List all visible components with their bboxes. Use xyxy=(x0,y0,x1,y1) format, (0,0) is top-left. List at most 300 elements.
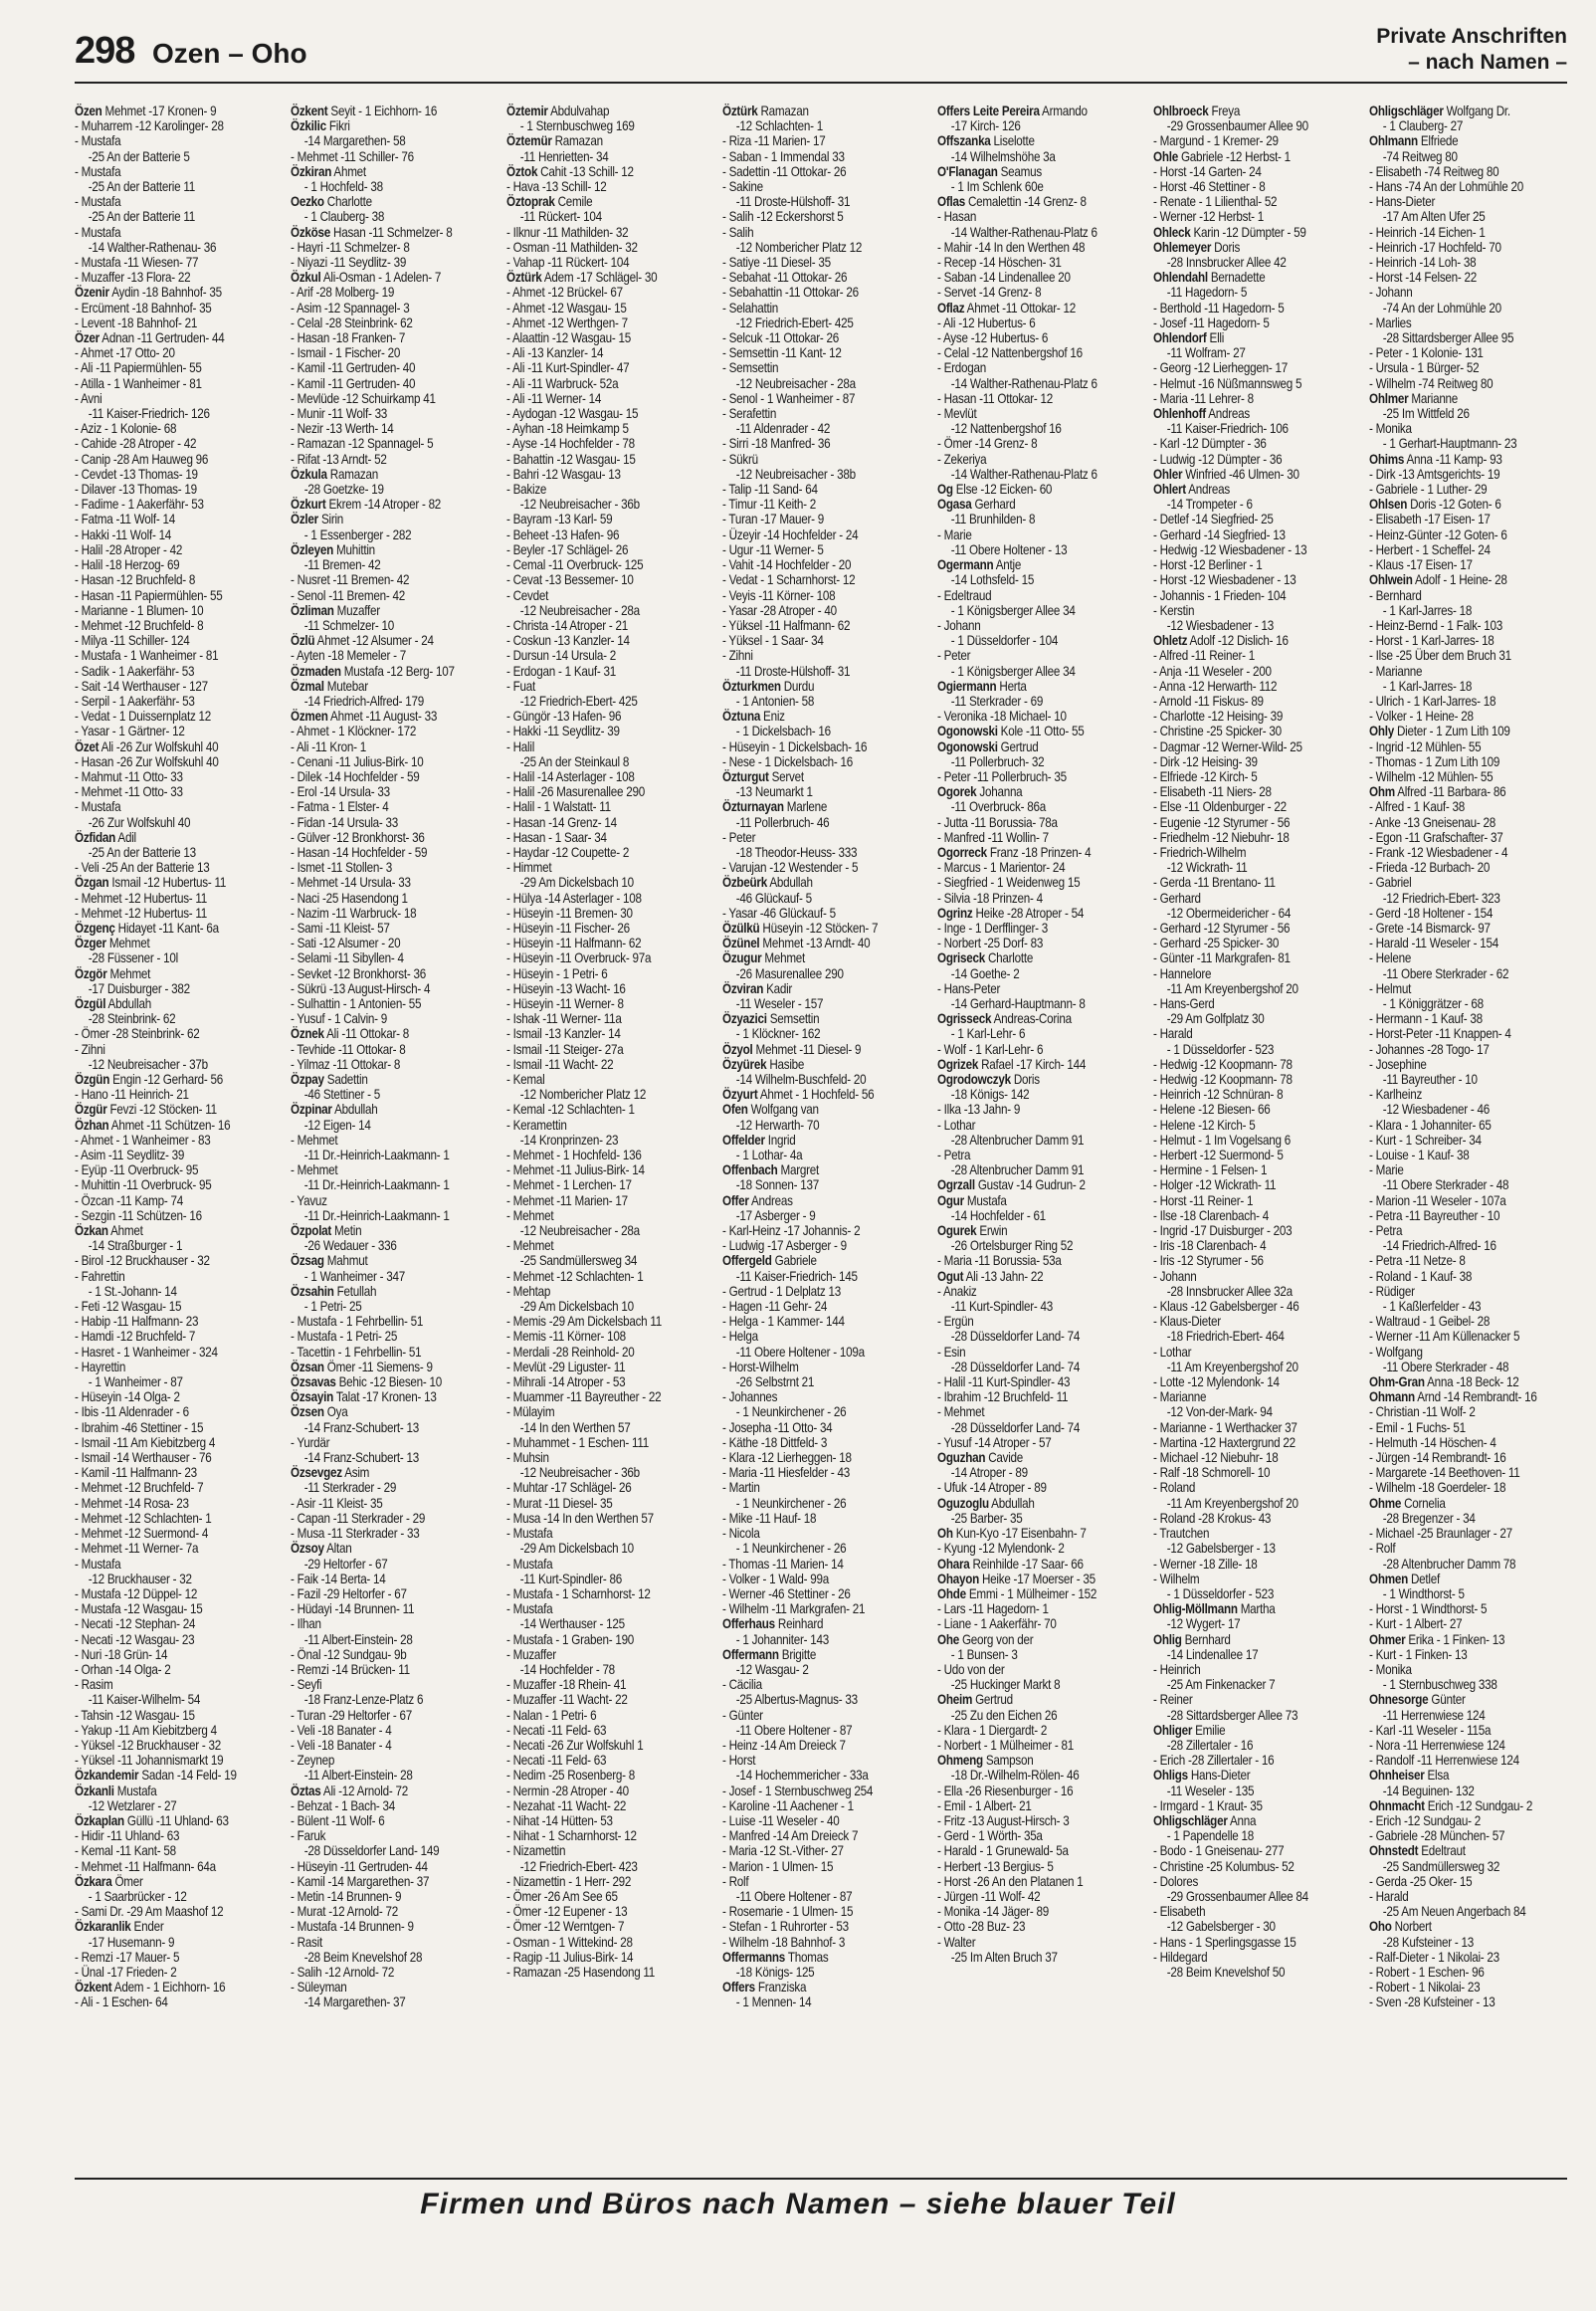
entry-surname: Offszanka xyxy=(937,133,991,149)
entry-details: - Mahir -14 In den Werthen 48 xyxy=(937,239,1086,255)
directory-entry xyxy=(506,1026,713,1041)
entry-surname: Ogiermann xyxy=(937,678,997,694)
entry-details: -25 An der Batterie 5 xyxy=(88,148,190,164)
entry-details: - Mehmet -11 Marien- 17 xyxy=(505,1192,628,1208)
entry-details: - Ibis -11 Aldenrader - 6 xyxy=(75,1404,189,1420)
entry-details: - 1 Wanheimer - 347 xyxy=(303,1268,405,1284)
directory-entry xyxy=(1153,815,1360,830)
entry-details: - Mustafa xyxy=(75,1556,121,1572)
entry-details: -11 Dr.-Heinrich-Laakmann- 1 xyxy=(303,1207,450,1223)
directory-entry xyxy=(75,1828,282,1843)
entry-details: - Sükrü -13 August-Hirsch- 4 xyxy=(290,980,431,996)
directory-entry xyxy=(937,1526,1144,1541)
directory-entry xyxy=(1153,194,1360,209)
directory-entry xyxy=(1153,981,1360,996)
directory-entry xyxy=(291,1223,498,1238)
directory-entry xyxy=(1153,1586,1360,1601)
directory-entry xyxy=(1369,1813,1576,1828)
directory-entry xyxy=(937,1586,1144,1601)
entry-details: - Halil -18 Herzog- 69 xyxy=(75,557,180,573)
directory-entry xyxy=(1369,572,1576,587)
directory-entry xyxy=(937,1662,1144,1677)
entry-details: -26 Wedauer - 336 xyxy=(303,1238,397,1254)
directory-entry xyxy=(1369,815,1576,830)
directory-entry xyxy=(75,1404,282,1419)
directory-column xyxy=(722,104,929,2172)
directory-entry xyxy=(1369,436,1576,451)
entry-surname: Oho xyxy=(1369,1919,1392,1935)
directory-entry xyxy=(506,830,713,845)
entry-details: - Karl -12 Dümpter - 36 xyxy=(1153,436,1267,452)
directory-entry xyxy=(722,679,929,694)
directory-entry xyxy=(75,1572,282,1586)
directory-entry xyxy=(1369,1511,1576,1526)
directory-entry xyxy=(722,1950,929,1965)
entry-surname: Özkandemir xyxy=(75,1768,139,1784)
directory-entry xyxy=(1153,301,1360,315)
entry-details: - Mustafa xyxy=(75,224,121,240)
entry-details: -25 Huckinger Markt 8 xyxy=(951,1677,1061,1693)
entry-surname: Offermann xyxy=(721,1646,779,1662)
directory-entry xyxy=(291,1677,498,1692)
entry-details: Elfriede xyxy=(1417,133,1459,149)
directory-entry xyxy=(937,330,1144,345)
entry-details: -12 Von-der-Mark- 94 xyxy=(1167,1404,1273,1420)
entry-details: - Ismail -11 Wacht- 22 xyxy=(505,1056,614,1072)
entry-details: - Habip -11 Halfmann- 23 xyxy=(75,1314,199,1330)
entry-details: - Hüseyin -11 Bremen- 30 xyxy=(505,905,633,921)
entry-details: -12 Bruckhauser - 32 xyxy=(88,1571,192,1586)
entry-details: - Erdogan - 1 Kauf- 31 xyxy=(505,663,616,679)
entry-details: -12 Friedrich-Ebert- 423 xyxy=(519,1858,638,1874)
directory-entry xyxy=(1153,1738,1360,1753)
entry-details: - Ismail -11 Steiger- 27a xyxy=(505,1041,624,1057)
directory-entry xyxy=(75,1586,282,1601)
entry-surname: Ogurek xyxy=(937,1223,977,1239)
entry-details: - Remzi -14 Brücken- 11 xyxy=(290,1661,410,1677)
directory-entry xyxy=(937,739,1144,754)
entry-surname: Özsag xyxy=(290,1253,324,1269)
entry-details: Ali -13 Jahn- 22 xyxy=(963,1268,1044,1284)
entry-details: Detlef xyxy=(1408,1571,1441,1586)
directory-entry xyxy=(937,679,1144,694)
directory-entry xyxy=(291,1632,498,1647)
entry-details: - Josepha -11 Otto- 34 xyxy=(721,1419,832,1435)
entry-surname: Ohde xyxy=(937,1585,967,1601)
directory-entry xyxy=(291,467,498,482)
directory-entry xyxy=(506,391,713,406)
entry-details: - Mustafa -12 Düppel- 12 xyxy=(75,1585,198,1601)
directory-entry xyxy=(937,981,1144,996)
directory-entry xyxy=(1153,1859,1360,1874)
entry-details: Gabriele xyxy=(771,1253,817,1269)
entry-details: - Jürgen -11 Wolf- 42 xyxy=(937,1888,1041,1904)
entry-surname: Öztok xyxy=(505,163,537,179)
entry-details: Marlene xyxy=(783,799,827,815)
entry-details: -28 Altenbrucher Damm 91 xyxy=(951,1162,1085,1178)
entry-details: - Mehmet -12 Hubertus- 11 xyxy=(75,905,208,921)
directory-entry xyxy=(1153,240,1360,255)
entry-details: Georg von der xyxy=(959,1631,1034,1647)
directory-entry xyxy=(937,1253,1144,1268)
directory-entry xyxy=(291,1208,498,1223)
directory-entry xyxy=(291,270,498,285)
directory-entry xyxy=(291,588,498,603)
directory-entry xyxy=(75,391,282,406)
directory-entry xyxy=(291,1057,498,1072)
directory-entry xyxy=(937,301,1144,315)
directory-entry xyxy=(506,1828,713,1843)
entry-details: - Kurt - 1 Schreiber- 34 xyxy=(1369,1132,1482,1148)
directory-entry xyxy=(937,921,1144,936)
entry-details: - 1 Lothar- 4a xyxy=(735,1148,802,1163)
entry-details: - Yüksel -11 Halfmann- 62 xyxy=(721,617,850,633)
entry-details: - Waltraud - 1 Geibel- 28 xyxy=(1369,1314,1491,1330)
directory-entry xyxy=(1369,1828,1576,1843)
entry-details: -28 Bregenzer - 34 xyxy=(1382,1510,1476,1526)
directory-entry xyxy=(722,1828,929,1843)
entry-details: - Selami -11 Sibyllen- 4 xyxy=(290,950,404,966)
directory-entry xyxy=(1153,1162,1360,1177)
entry-details: - Ramazan -25 Hasendong 11 xyxy=(505,1964,655,1980)
directory-entry xyxy=(1153,648,1360,663)
entry-surname: Özliman xyxy=(290,602,334,618)
directory-entry xyxy=(75,1177,282,1192)
entry-details: -12 Gabelsberger - 30 xyxy=(1167,1919,1277,1935)
directory-entry xyxy=(506,936,713,950)
entry-details: - Manfred -14 Am Dreieck 7 xyxy=(721,1828,858,1844)
entry-surname: Ogrisseck xyxy=(937,1011,992,1027)
entry-details: - Hülya -14 Asterlager - 108 xyxy=(505,890,642,906)
directory-entry xyxy=(937,633,1144,648)
entry-surname: Ohlbroeck xyxy=(1153,104,1209,118)
entry-details: -18 Dr.-Wilhelm-Rölen- 46 xyxy=(951,1768,1080,1784)
entry-details: - Heinrich xyxy=(1153,1661,1201,1677)
directory-entry xyxy=(1153,406,1360,421)
directory-entry xyxy=(291,1616,498,1631)
entry-details: Freya xyxy=(1208,104,1241,118)
directory-entry xyxy=(937,1284,1144,1299)
directory-entry xyxy=(75,1162,282,1177)
entry-surname: Özhan xyxy=(75,1117,109,1133)
directory-entry xyxy=(1153,1511,1360,1526)
directory-entry xyxy=(937,1859,1144,1874)
directory-entry xyxy=(722,572,929,587)
directory-entry xyxy=(506,875,713,890)
entry-details: - 1 Papendelle 18 xyxy=(1167,1828,1255,1844)
entry-details: - Fadime - 1 Aakerfähr- 53 xyxy=(75,497,204,513)
directory-entry xyxy=(291,1511,498,1526)
directory-entry xyxy=(291,1087,498,1102)
entry-details: - Ismail - 1 Fischer- 20 xyxy=(290,345,400,361)
entry-details: -12 Neubreisacher - 38b xyxy=(735,466,856,482)
directory-entry xyxy=(937,1193,1144,1208)
entry-details: -12 Friedrich-Ebert- 425 xyxy=(735,315,854,330)
entry-details: -28 Düsseldorfer Land- 74 xyxy=(951,1419,1081,1435)
entry-details: - Wilhelm xyxy=(1153,1571,1200,1586)
directory-entry xyxy=(722,860,929,875)
entry-details: - Zeynep xyxy=(290,1753,334,1769)
entry-details: -14 Gerhard-Hauptmann- 8 xyxy=(951,995,1087,1011)
entry-details: - Mustafa - 1 Scharnhorst- 12 xyxy=(505,1585,651,1601)
entry-details: - Zekeriya xyxy=(937,451,987,467)
directory-entry xyxy=(506,1919,713,1934)
directory-entry xyxy=(506,891,713,906)
entry-details: - Muzaffer -13 Flora- 22 xyxy=(75,270,191,286)
entry-details: - Gabriele -28 München- 57 xyxy=(1369,1828,1505,1844)
directory-entry xyxy=(1153,1177,1360,1192)
entry-details: -12 Nombericher Platz 12 xyxy=(735,239,862,255)
entry-details: - Eugenie -12 Styrumer - 56 xyxy=(1153,814,1291,830)
directory-entry xyxy=(506,1708,713,1723)
directory-entry xyxy=(506,133,713,148)
entry-details: - Sami Dr. -29 Am Maashof 12 xyxy=(75,1904,224,1920)
entry-surname: Offers xyxy=(721,1980,755,1996)
directory-entry xyxy=(722,1813,929,1828)
entry-details: - Yurdär xyxy=(290,1434,330,1450)
entry-details: - Wilhelm -18 Bahnhof- 3 xyxy=(721,1934,845,1950)
entry-surname: Özfidan xyxy=(75,829,116,845)
entry-details: -11 Kaiser-Wilhelm- 54 xyxy=(88,1692,201,1708)
directory-entry xyxy=(937,1118,1144,1133)
entry-details: Ender xyxy=(130,1919,164,1935)
directory-entry xyxy=(1369,542,1576,557)
entry-details: - Satiye -11 Diesel- 35 xyxy=(721,255,831,271)
directory-entry xyxy=(722,1511,929,1526)
entry-surname: Özkara xyxy=(75,1873,112,1889)
entry-surname: Özyürek xyxy=(721,1056,766,1072)
entry-details: -11 Sterkrader - 69 xyxy=(951,693,1044,709)
directory-entry xyxy=(1369,1601,1576,1616)
page-number: 298 xyxy=(75,30,135,72)
entry-details: - Gülver -12 Bronkhorst- 36 xyxy=(290,829,425,845)
directory-entry xyxy=(291,1572,498,1586)
directory-entry xyxy=(75,270,282,285)
directory-entry xyxy=(75,1238,282,1253)
entry-details: - 1 Sternbuschweg 338 xyxy=(1382,1677,1497,1693)
entry-details: - Mahmut -11 Otto- 33 xyxy=(75,768,183,784)
directory-entry xyxy=(1153,452,1360,467)
entry-details: -28 Altenbrucher Damm 78 xyxy=(1382,1556,1516,1572)
directory-entry xyxy=(722,1843,929,1858)
entry-details: -11 Albert-Einstein- 28 xyxy=(303,1631,413,1647)
entry-details: -11 Brunhilden- 8 xyxy=(951,512,1036,527)
directory-entry xyxy=(1153,1677,1360,1692)
entry-details: - 1 Dickelsbach- 16 xyxy=(735,724,831,739)
directory-entry xyxy=(1153,588,1360,603)
entry-details: Bernhard xyxy=(1181,1631,1231,1647)
entry-surname: Özgün xyxy=(75,1072,110,1087)
entry-details: Eniz xyxy=(759,709,785,725)
directory-entry xyxy=(937,754,1144,769)
directory-entry xyxy=(506,694,713,709)
directory-entry xyxy=(291,149,498,164)
directory-entry xyxy=(1369,633,1576,648)
directory-entry xyxy=(1153,527,1360,542)
entry-surname: Özet xyxy=(75,738,100,754)
entry-details: - Peter xyxy=(721,829,755,845)
directory-entry xyxy=(1369,1329,1576,1344)
entry-details: - Ilhan xyxy=(290,1616,321,1632)
entry-details: Kun-Kyo -17 Eisenbahn- 7 xyxy=(953,1526,1088,1542)
entry-details: - Maria -11 Lehrer- 8 xyxy=(1153,390,1255,406)
directory-entry xyxy=(937,497,1144,512)
directory-entry xyxy=(506,845,713,860)
directory-entry xyxy=(75,1284,282,1299)
directory-entry xyxy=(722,345,929,360)
directory-entry xyxy=(1369,1389,1576,1404)
directory-entry xyxy=(722,739,929,754)
directory-entry xyxy=(722,1465,929,1480)
directory-entry xyxy=(506,1162,713,1177)
entry-details: Norbert xyxy=(1391,1919,1432,1935)
directory-entry xyxy=(506,815,713,830)
entry-details: - Roland - 1 Kauf- 38 xyxy=(1369,1268,1473,1284)
entry-details: - Erdogan xyxy=(937,360,987,376)
directory-entry xyxy=(506,436,713,451)
directory-entry xyxy=(722,467,929,482)
entry-details: - 1 Karl-Jarres- 18 xyxy=(1382,602,1473,618)
directory-entry xyxy=(75,164,282,179)
entry-details: Durdu xyxy=(780,678,814,694)
directory-entry xyxy=(75,1738,282,1753)
directory-entry xyxy=(1153,1889,1360,1904)
directory-entry xyxy=(722,164,929,179)
directory-entry xyxy=(75,1480,282,1495)
directory-entry xyxy=(75,1193,282,1208)
directory-entry xyxy=(1153,1874,1360,1889)
directory-entry xyxy=(291,739,498,754)
directory-entry xyxy=(291,936,498,950)
entry-details: - Salih -12 Arnold- 72 xyxy=(290,1964,394,1980)
entry-surname: Özsahin xyxy=(290,1283,334,1299)
directory-entry xyxy=(75,255,282,270)
entry-details: - Mehmet -12 Bruchfeld- 7 xyxy=(75,1480,204,1496)
entry-surname: Ohmeng xyxy=(937,1753,984,1769)
entry-details: - Nazim -11 Warbruck- 18 xyxy=(290,905,417,921)
entry-details: - Ilse -25 Über dem Bruch 31 xyxy=(1369,648,1512,664)
directory-entry xyxy=(937,1843,1144,1858)
entry-details: - Beheet -13 Hafen- 96 xyxy=(505,526,619,542)
entry-surname: Özsoy xyxy=(290,1541,324,1557)
directory-entry xyxy=(722,1420,929,1435)
directory-entry xyxy=(291,950,498,965)
entry-details: - Wilhelm -12 Mühlen- 55 xyxy=(1369,768,1494,784)
entry-details: - Gerhard -12 Styrumer - 56 xyxy=(1153,920,1291,936)
entry-details: -14 Walther-Rathenau- 36 xyxy=(88,239,217,255)
entry-details: - Michael -12 Niebuhr- 18 xyxy=(1153,1450,1279,1466)
directory-entry xyxy=(1153,1601,1360,1616)
entry-details: - Holger -12 Wickrath- 11 xyxy=(1153,1177,1277,1193)
entry-details: - Senol -11 Bremen- 42 xyxy=(290,587,405,603)
entry-details: - Erich -12 Sundgau- 2 xyxy=(1369,1812,1482,1828)
entry-details: -25 Im Alten Bruch 37 xyxy=(951,1949,1059,1965)
entry-details: - Emil - 1 Fuchs- 51 xyxy=(1369,1419,1466,1435)
directory-entry xyxy=(937,1026,1144,1041)
directory-entry xyxy=(937,345,1144,360)
directory-entry xyxy=(1369,1133,1576,1148)
directory-entry xyxy=(291,376,498,391)
directory-entry xyxy=(291,845,498,860)
entry-details: - Horst -14 Garten- 24 xyxy=(1153,163,1262,179)
entry-details: - Horst -14 Felsen- 22 xyxy=(1369,270,1478,286)
entry-details: - Hayrettin xyxy=(75,1359,126,1374)
directory-entry xyxy=(722,1798,929,1813)
entry-details: -11 Rückert- 104 xyxy=(519,209,602,225)
directory-entry xyxy=(1153,724,1360,738)
directory-entry xyxy=(75,799,282,814)
entry-details: Gerhard xyxy=(971,497,1016,513)
entry-details: - Serpil - 1 Aakerfähr- 53 xyxy=(75,693,195,709)
directory-entry xyxy=(937,452,1144,467)
entry-details: - Klaus -17 Eisen- 17 xyxy=(1369,557,1473,573)
entry-surname: Ohlig xyxy=(1153,1631,1182,1647)
directory-entry xyxy=(937,1632,1144,1647)
directory-entry xyxy=(506,633,713,648)
directory-entry xyxy=(1369,1919,1576,1934)
directory-entry xyxy=(937,1557,1144,1572)
directory-entry xyxy=(75,769,282,784)
directory-entry xyxy=(75,360,282,375)
entry-details: -25 Albertus-Magnus- 33 xyxy=(735,1692,858,1708)
directory-entry xyxy=(291,255,498,270)
directory-entry xyxy=(937,1919,1144,1934)
entry-details: - Ayse -12 Hubertus- 6 xyxy=(937,330,1049,346)
entry-details: -18 Sonnen- 137 xyxy=(735,1177,819,1193)
directory-entry xyxy=(75,1072,282,1087)
entry-details: - Ulrich - 1 Karl-Jarres- 18 xyxy=(1369,693,1496,709)
directory-entry xyxy=(506,1859,713,1874)
directory-entry xyxy=(291,406,498,421)
entry-details: - Esin xyxy=(937,1344,966,1360)
entry-surname: Ogrizek xyxy=(937,1056,979,1072)
entry-surname: Özpinar xyxy=(290,1102,332,1118)
directory-entry xyxy=(75,149,282,164)
entry-details: - Muhammet - 1 Eschen- 111 xyxy=(505,1434,649,1450)
directory-entry xyxy=(75,1859,282,1874)
entry-details: - Ali -11 Papiermühlen- 55 xyxy=(75,360,202,376)
directory-entry xyxy=(722,875,929,890)
directory-entry xyxy=(506,921,713,936)
directory-entry xyxy=(506,1238,713,1253)
entry-details: Adolf -12 Dislich- 16 xyxy=(1187,633,1290,649)
directory-entry xyxy=(1153,179,1360,194)
directory-entry xyxy=(75,315,282,330)
entry-details: Cornelia xyxy=(1401,1495,1446,1511)
entry-details: Ramazan xyxy=(326,466,378,482)
entry-details: Kadir xyxy=(762,980,792,996)
page-footer: Firmen und Büros nach Namen – siehe blauer Teil xyxy=(420,2188,1176,2220)
entry-details: Engin -12 Gerhard- 56 xyxy=(109,1072,223,1087)
entry-details: - Ramazan -12 Spannagel- 5 xyxy=(290,436,434,452)
entry-details: Mehmet -11 Diesel- 9 xyxy=(752,1041,861,1057)
entry-details: Liselotte xyxy=(990,133,1036,149)
directory-entry xyxy=(506,1889,713,1904)
directory-entry xyxy=(291,1889,498,1904)
entry-details: - Necati -11 Feld- 63 xyxy=(505,1753,606,1769)
directory-entry xyxy=(506,1950,713,1965)
directory-entry xyxy=(937,1148,1144,1162)
directory-entry xyxy=(1153,1374,1360,1389)
directory-entry xyxy=(722,1768,929,1783)
entry-details: Abdullah xyxy=(105,995,151,1011)
directory-entry xyxy=(75,285,282,300)
entry-details: Mehmet -17 Kronen- 9 xyxy=(101,104,217,118)
entry-details: - Johannis - 1 Frieden- 104 xyxy=(1153,587,1287,603)
directory-entry xyxy=(722,1904,929,1919)
entry-details: - Mehmet -11 Otto- 33 xyxy=(75,784,183,800)
entry-details: - Josephine xyxy=(1369,1056,1427,1072)
